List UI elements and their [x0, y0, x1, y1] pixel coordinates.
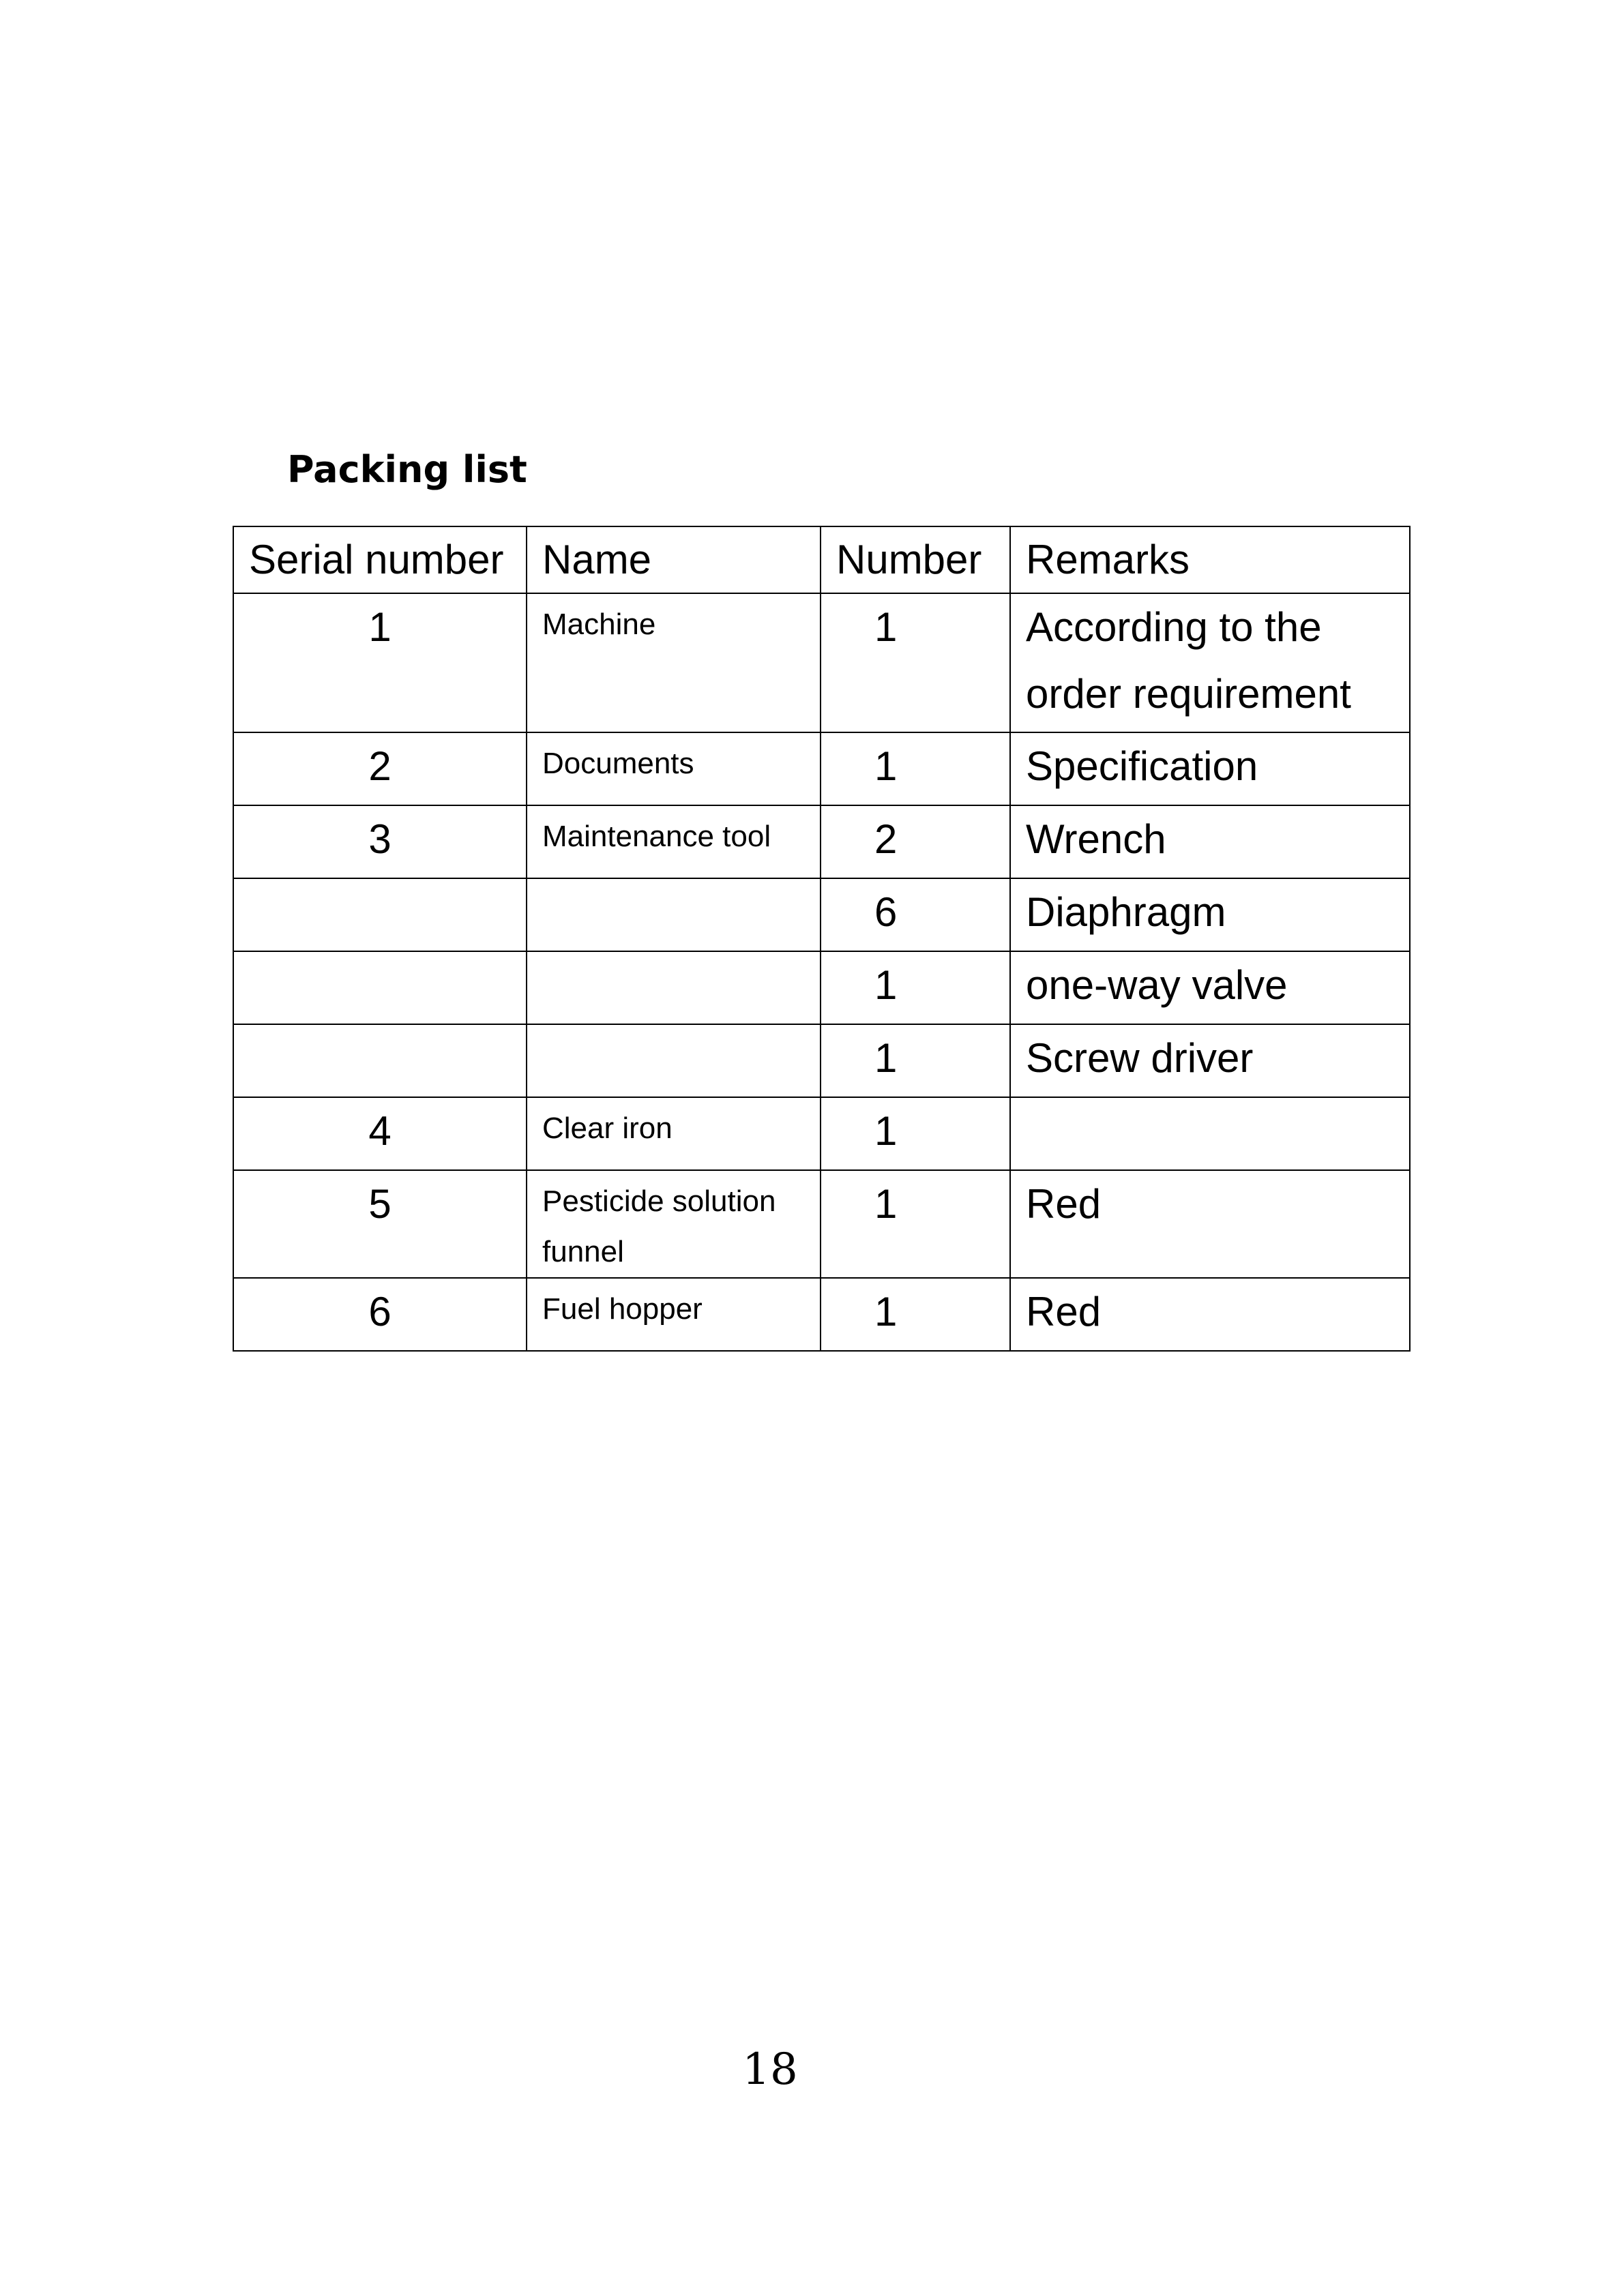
page-number: 18 [742, 2044, 798, 2095]
cell-name: Clear iron [527, 1097, 821, 1170]
cell-remarks: Screw driver [1010, 1024, 1410, 1097]
cell-name: Machine [527, 593, 821, 732]
cell-name [527, 878, 821, 951]
header-number: Number [821, 526, 1010, 593]
cell-number: 6 [821, 878, 1010, 951]
cell-remarks [1010, 1097, 1410, 1170]
cell-remarks: Red [1010, 1170, 1410, 1278]
cell-serial [233, 878, 527, 951]
header-remarks: Remarks [1010, 526, 1410, 593]
cell-remarks: Red [1010, 1278, 1410, 1351]
cell-name [527, 1024, 821, 1097]
cell-serial: 3 [233, 805, 527, 878]
cell-name [527, 951, 821, 1024]
table-row [233, 805, 1410, 878]
cell-name: Fuel hopper [527, 1278, 821, 1351]
cell-serial [233, 1024, 527, 1097]
cell-remarks: According to the order requirement [1010, 593, 1410, 732]
table-row [233, 1278, 1410, 1351]
cell-number: 1 [821, 1097, 1010, 1170]
cell-number: 1 [821, 593, 1010, 732]
cell-number: 1 [821, 1278, 1010, 1351]
cell-number: 1 [821, 951, 1010, 1024]
table-row [233, 1097, 1410, 1170]
table-row [233, 878, 1410, 951]
cell-number: 1 [821, 1024, 1010, 1097]
cell-serial: 2 [233, 732, 527, 805]
table-row [233, 951, 1410, 1024]
cell-remarks: one-way valve [1010, 951, 1410, 1024]
cell-remarks: Wrench [1010, 805, 1410, 878]
cell-name: Maintenance tool [527, 805, 821, 878]
cell-number: 1 [821, 732, 1010, 805]
cell-serial: 6 [233, 1278, 527, 1351]
cell-name: Documents [527, 732, 821, 805]
table-header-row [233, 526, 1410, 593]
cell-name: Pesticide solution funnel [527, 1170, 821, 1278]
header-serial-number: Serial number [233, 526, 527, 593]
cell-remarks: Specification [1010, 732, 1410, 805]
cell-serial [233, 951, 527, 1024]
header-name: Name [527, 526, 821, 593]
cell-serial: 5 [233, 1170, 527, 1278]
table-row [233, 732, 1410, 805]
cell-serial: 4 [233, 1097, 527, 1170]
cell-serial: 1 [233, 593, 527, 732]
packing-list-table [233, 526, 1411, 1352]
cell-remarks: Diaphragm [1010, 878, 1410, 951]
table-row [233, 593, 1410, 732]
table-row [233, 1170, 1410, 1278]
table-row [233, 1024, 1410, 1097]
section-heading: Packing list [287, 448, 527, 491]
cell-number: 2 [821, 805, 1010, 878]
cell-number: 1 [821, 1170, 1010, 1278]
